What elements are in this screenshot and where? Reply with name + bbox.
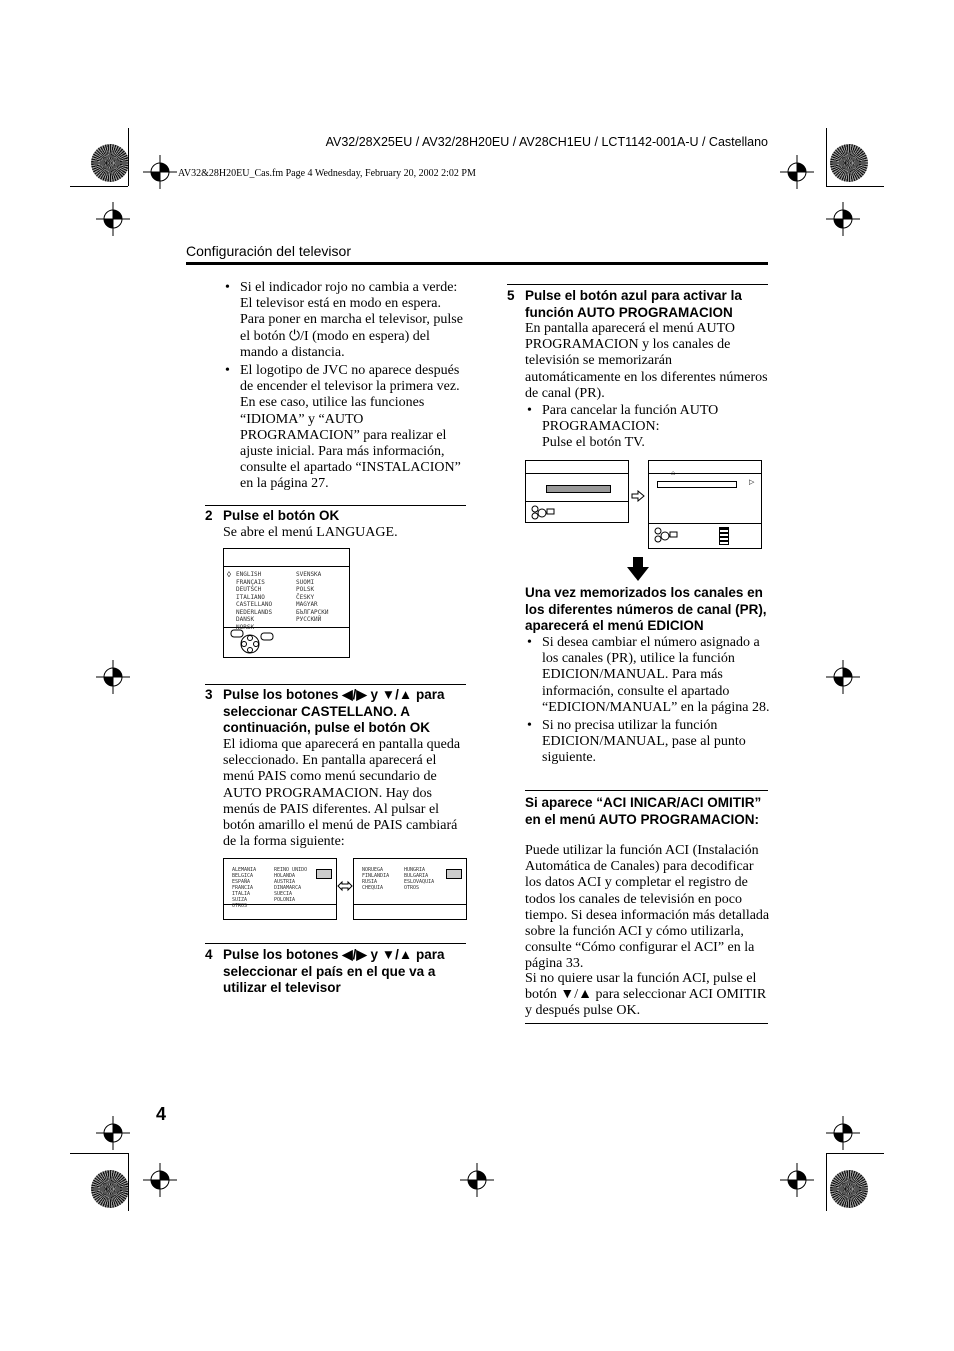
- edicion-bullet: • Si desea cambiar el número asignado a los canales (PR), utilice la función EDICION/MANUAL. Para más información, consulte el apartado “EDICION/MANUAL” en la página 28.: [525, 635, 770, 716]
- language-list-right: SVENSKA SUOMI POLSK ČESKY MAGYAR БЪЛГАРСКИ РУССКИЙ: [296, 571, 329, 623]
- lock-icon: ⌂: [671, 469, 676, 477]
- step-divider: [507, 284, 768, 285]
- pais-list-left: ALEMANIA BELGICA ESPAÑA FRANCIA ITALIA SUIZA OTROS: [232, 867, 257, 909]
- crop-mark: [128, 128, 129, 186]
- intro-bullet: • Si el indicador rojo no cambia a verde: El televisor está en modo en espera. Para poner en marcha el televisor, pulse el botón ⏻/I (modo en espera) del mando a distancia.: [223, 280, 468, 361]
- crosshair-mark-icon: [96, 660, 130, 694]
- language-menu-screen: [223, 548, 350, 658]
- intro-bullet-list: [223, 280, 468, 493]
- progress-bar: [546, 485, 611, 493]
- step-number: 2: [205, 508, 213, 523]
- step-text: Se abre el menú LANGUAGE.: [223, 525, 398, 540]
- flag-icon: [446, 869, 462, 879]
- crop-mark: [70, 1153, 128, 1154]
- step-number: 3: [205, 687, 213, 702]
- cancel-bullet: • Para cancelar la función AUTO PROGRAMACION: Pulse el botón TV.: [525, 403, 770, 452]
- step-number: 5: [507, 288, 515, 303]
- crosshair-mark-icon: [460, 1163, 494, 1197]
- remote-buttons-icon: [529, 504, 555, 520]
- crop-mark: [826, 1153, 884, 1154]
- step-title: Pulse los botones ◀/▶ y ▼/▲ para seleccionar CASTELLANO. A continuación, pulse el botón OK: [223, 687, 445, 735]
- crosshair-mark-icon: [143, 1163, 177, 1197]
- selection-cursor-icon: ◊: [227, 570, 231, 579]
- registration-disc-bottom-right: [830, 1170, 868, 1208]
- language-list-left: ENGLISH FRANÇAIS DEUTSCH ITALIANO CASTELLANO NEDERLANDS DANSK NORSK: [236, 571, 273, 631]
- crosshair-mark-icon: [780, 155, 814, 189]
- step-title: Pulse los botones ◀/▶ y ▼/▲ para seleccionar el país en el que va a utilizar el televisor: [223, 947, 445, 995]
- section-title: Configuración del televisor: [186, 243, 351, 259]
- flag-icon: [316, 869, 332, 879]
- pais-menu-screen-b: [353, 858, 467, 920]
- step-divider: [205, 505, 466, 506]
- down-arrow-icon: [627, 557, 649, 581]
- channel-input-field: [657, 481, 737, 488]
- step-divider: [525, 1023, 768, 1024]
- remote-buttons-icon: [230, 629, 274, 655]
- edicion-screen: [648, 460, 762, 549]
- edicion-heading: Una vez memorizados los canales en los diferentes números de canal (PR), aparecerá el menú EDICION: [525, 585, 767, 633]
- remote-buttons-icon: [652, 526, 678, 544]
- intro-bullet: • El logotipo de JVC no aparece después de encender el televisor la primera vez. En ese caso, utilice las funciones “IDIOMA” y “AUTO PROGRAMACION” para realizar el ajuste inicial. Para más información, consulte el apartado “INSTALACION” en la página 27.: [223, 363, 468, 493]
- crosshair-mark-icon: [96, 202, 130, 236]
- crosshair-mark-icon: [826, 202, 860, 236]
- step-number: 4: [205, 947, 213, 962]
- step-text: En pantalla aparecerá el menú AUTO PROGRAMACION y los canales de televisión se memorizarán automáticamente en los diferentes números de canal (PR).: [525, 321, 768, 401]
- aci-heading: Si aparece “ACI INICAR/ACI OMITIR” en el menú AUTO PROGRAMACION:: [525, 795, 762, 827]
- pais-menu-screen-a: [223, 858, 337, 920]
- auto-programacion-screen: [525, 460, 629, 523]
- model-header: AV32/28X25EU / AV32/28H20EU / AV28CH1EU / LCT1142-001A-U / Castellano: [325, 135, 768, 149]
- crop-mark: [70, 186, 128, 187]
- switch-arrow-icon: [337, 880, 353, 892]
- registration-disc-top-left: [91, 144, 129, 182]
- pais-list-right: HUNGRIA BULGARIA ESLOVAQUIA OTROS: [404, 867, 435, 891]
- edicion-bullet-list: [525, 635, 770, 767]
- next-arrow-icon: [631, 490, 645, 502]
- section-rule: [186, 262, 768, 265]
- crosshair-mark-icon: [96, 1116, 130, 1150]
- step-text: El idioma que aparecerá en pantalla queda seleccionado. En pantalla aparecerá el menú PAIS como menú secundario de AUTO PROGRAMACION. Hay dos menús de PAIS diferentes. Al pulsar el botón amarillo el menú de PAIS cambiará de la forma siguiente:: [223, 737, 461, 850]
- file-info-line: AV32&28H20EU_Cas.fm Page 4 Wednesday, February 20, 2002 2:02 PM: [178, 168, 476, 179]
- color-key-icon: [719, 527, 729, 545]
- page-number: 4: [156, 1104, 167, 1124]
- aci-text: Puede utilizar la función ACI (Instalación Automática de Canales) para decodificar los datos ACI y completar el registro de todos los canales de televisión en poco tiempo. Si desea información más detallada sobre la función ACI y cómo utilizarla, consulte “Cómo configurar el ACI” en la página 33.: [525, 843, 770, 972]
- crosshair-mark-icon: [826, 660, 860, 694]
- crosshair-mark-icon: [826, 1116, 860, 1150]
- crop-mark: [826, 1153, 827, 1211]
- step-divider: [525, 790, 768, 791]
- cancel-bullet-list: [525, 403, 770, 452]
- step-title: Pulse el botón azul para activar la función AUTO PROGRAMACION: [525, 288, 742, 320]
- pais-list-left: NORUEGA FINLANDIA RUSIA CHEQUIA: [362, 867, 390, 891]
- edicion-bullet: • Si no precisa utilizar la función EDICION/MANUAL, pase al punto siguiente.: [525, 718, 770, 767]
- aci-text: Si no quiere usar la función ACI, pulse el botón ▼/▲ para seleccionar ACI OMITIR y después pulse OK.: [525, 971, 767, 1019]
- registration-disc-top-right: [830, 144, 868, 182]
- crosshair-mark-icon: [143, 155, 177, 189]
- step-title: Pulse el botón OK: [223, 508, 340, 523]
- crop-mark: [826, 128, 827, 186]
- step-divider: [205, 943, 466, 944]
- crosshair-mark-icon: [780, 1163, 814, 1197]
- right-arrow-icon: ▷: [749, 478, 755, 486]
- pais-list-right: REINO UNIDO HOLANDA AUSTRIA DINAMARCA SUECIA POLONIA: [274, 867, 308, 903]
- registration-disc-bottom-left: [91, 1170, 129, 1208]
- step-divider: [205, 684, 466, 685]
- crop-mark: [128, 1153, 129, 1211]
- crop-mark: [826, 186, 884, 187]
